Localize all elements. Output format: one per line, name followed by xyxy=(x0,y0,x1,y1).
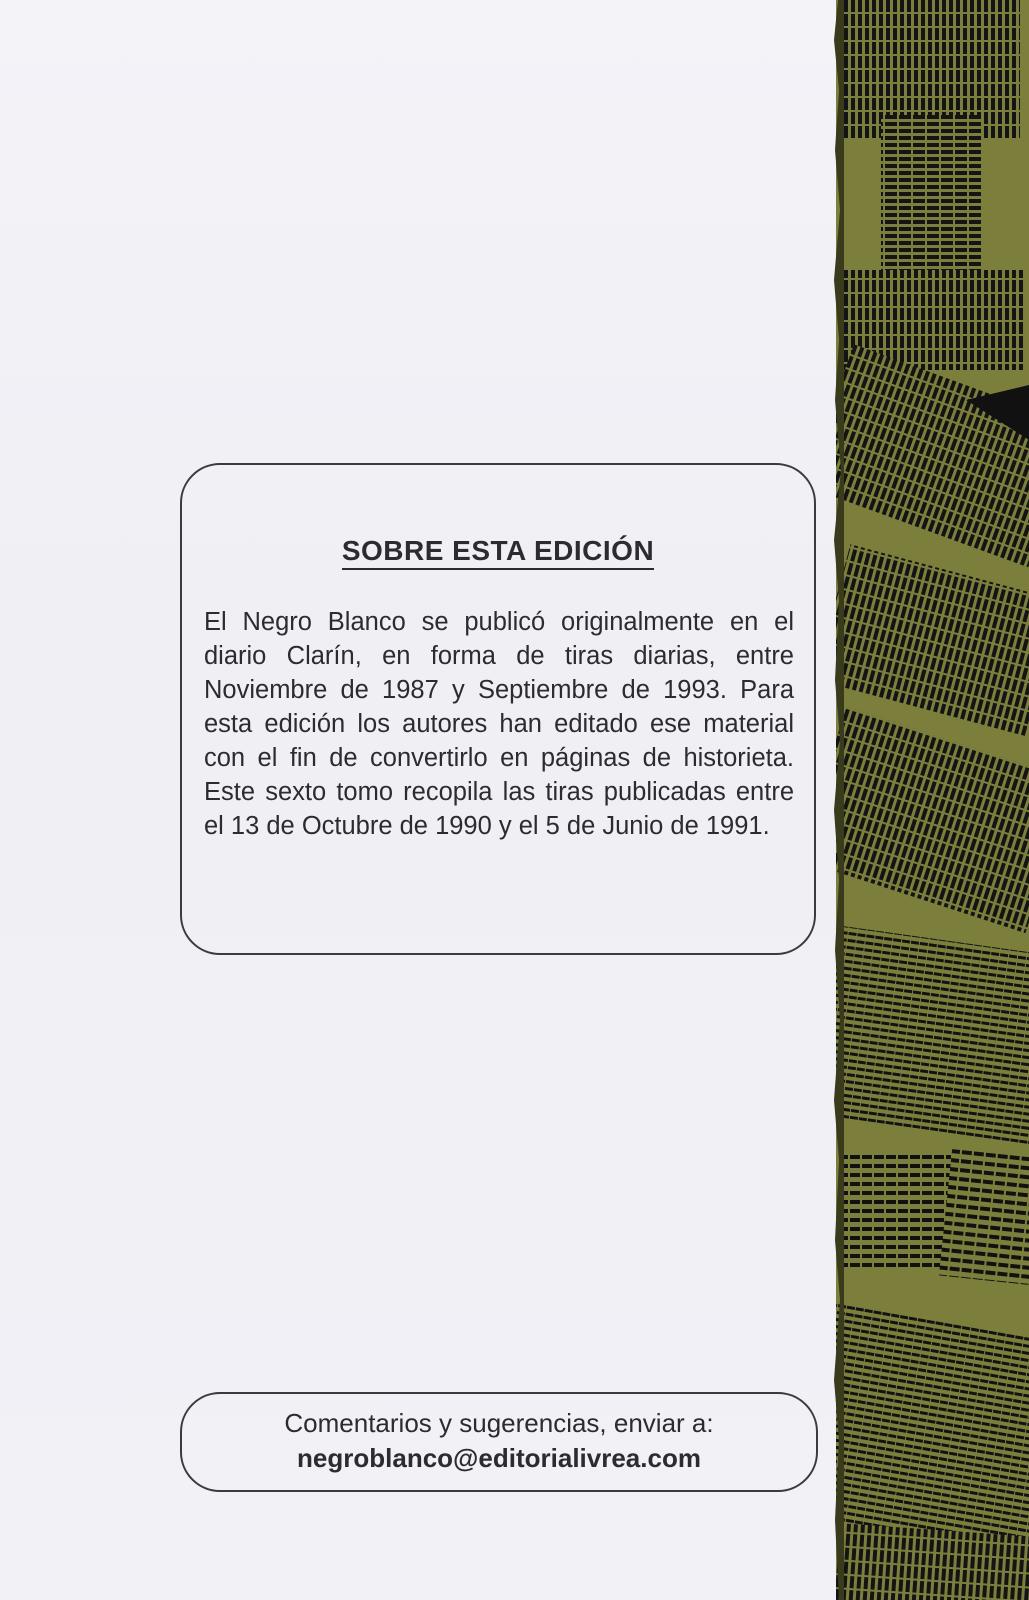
newspaper-collage-graphic xyxy=(836,0,1029,1600)
about-edition-title-text: SOBRE ESTA EDICIÓN xyxy=(342,535,654,570)
contact-label: Comentarios y sugerencias, enviar a: xyxy=(284,1408,714,1438)
about-edition-title xyxy=(182,535,814,567)
torn-edge-graphic xyxy=(832,0,844,1600)
contact-email: negroblanco@editorialivrea.com xyxy=(297,1443,701,1473)
about-edition-text: El Negro Blanco se publicó originalmente en el diario Clarín, en forma de tiras diarias, entre Noviembre de 1987 y Septiembre de 1993. Para esta edición los autores han editado ese material con el fin de convertirlo en páginas de historieta. Este sexto tomo recopila las tiras publicadas entre el 13 de Octubre de 1990 y el 5 de Junio de 1991. xyxy=(204,608,794,840)
about-edition-box xyxy=(180,463,816,955)
newspaper-collage-strip xyxy=(836,0,1029,1600)
contact-box xyxy=(180,1392,818,1492)
